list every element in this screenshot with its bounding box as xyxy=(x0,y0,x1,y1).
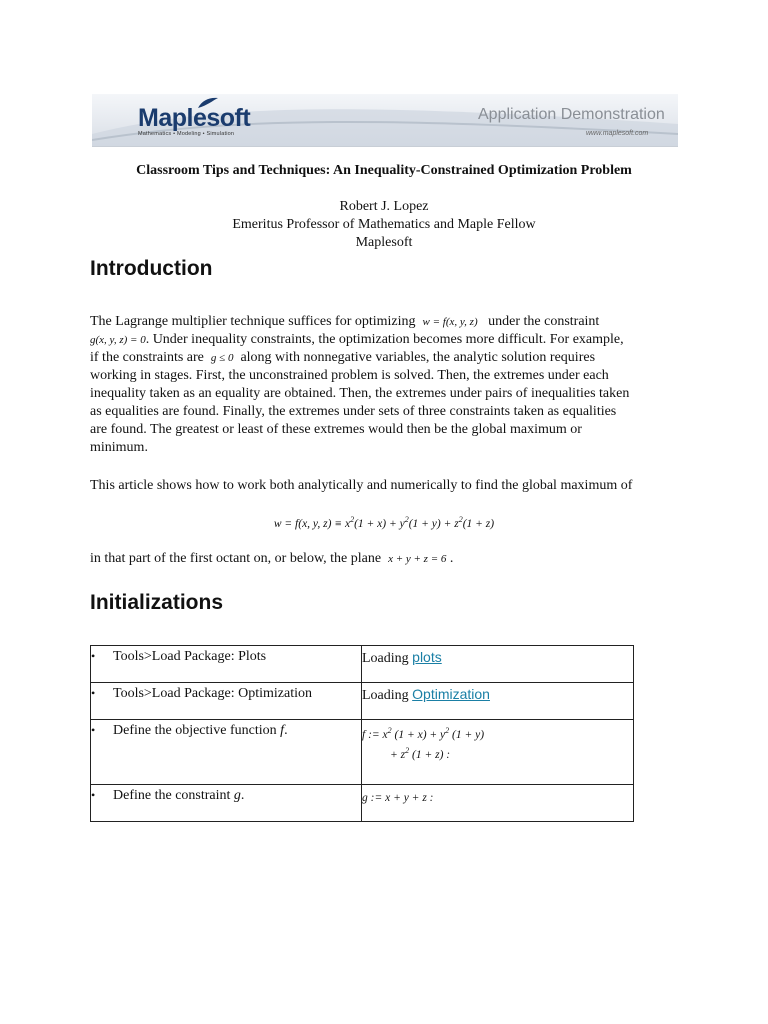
intro-line: are found. The greatest or least of these extremes would then be the global maximum or xyxy=(90,422,582,437)
author-affiliation: Emeritus Professor of Mathematics and Maple Fellow xyxy=(232,217,536,232)
intro-line: working in stages. First, the unconstrained problem is solved. Then, the extremes under each xyxy=(90,368,609,383)
exponent: 2 xyxy=(350,515,355,524)
logo-tagline: Mathematics • Modeling • Simulation xyxy=(138,131,235,137)
text: in that part of the first octant on, or below, the plane xyxy=(90,551,382,566)
text: . Under inequality constraints, the optimization becomes more difficult. For example, xyxy=(145,332,624,347)
initializations-heading: Initializations xyxy=(90,591,224,614)
application-demonstration-label: Application Demonstration xyxy=(478,106,665,123)
author-name: Robert J. Lopez xyxy=(339,199,429,214)
table-cell xyxy=(91,683,362,720)
math-inline: x + y + z = 6 xyxy=(388,553,447,565)
intro-line: minimum. xyxy=(90,440,148,455)
exponent: 2 xyxy=(405,745,410,755)
table-cell xyxy=(362,720,634,785)
code: (1 + x) + y xyxy=(391,728,446,741)
cell-text: Define the constraint xyxy=(113,788,231,803)
code: (1 + y) xyxy=(449,728,485,741)
maple-code-line xyxy=(362,723,633,743)
table-cell xyxy=(362,683,634,720)
math-term: w = f(x, y, z) ≡ x xyxy=(273,517,351,530)
math-term: (1 + x) + y xyxy=(354,517,405,530)
intro-line xyxy=(90,331,680,349)
table-cell xyxy=(91,785,362,822)
cell-text: Loading xyxy=(362,688,413,703)
table-row xyxy=(91,646,634,683)
cell-var: f xyxy=(280,723,285,738)
objective-function-display xyxy=(0,515,768,530)
cell-var: g xyxy=(233,788,241,803)
cell-text: Tools>Load Package: Optimization xyxy=(113,686,312,701)
exponent: 2 xyxy=(404,515,409,524)
table-row xyxy=(91,720,634,785)
text: under the constraint xyxy=(488,314,600,329)
intro-paragraph-2: This article shows how to work both analytically and numerically to find the global maximum of xyxy=(90,478,633,493)
table-cell xyxy=(91,720,362,785)
code: f := x xyxy=(362,728,388,741)
bullet-icon: • xyxy=(91,649,96,663)
cell-text: Define the objective function xyxy=(113,723,277,738)
maplesoft-logo: Maplesoft xyxy=(138,104,251,132)
bullet-icon: • xyxy=(91,686,96,700)
intro-paragraph-3 xyxy=(90,550,680,568)
bullet-icon: • xyxy=(91,788,96,802)
table-row xyxy=(91,683,634,720)
introduction-heading: Introduction xyxy=(90,257,213,280)
exponent: 2 xyxy=(458,515,463,524)
code: (1 + z) : xyxy=(409,748,451,761)
text: along with nonnegative variables, the analytic solution requires xyxy=(240,350,596,365)
math-inline: g ≤ 0 xyxy=(210,352,234,364)
optimization-link[interactable]: Optimization xyxy=(412,686,490,702)
cell-text: Tools>Load Package: Plots xyxy=(113,649,267,664)
site-url: www.maplesoft.com xyxy=(586,130,649,137)
maple-code-line xyxy=(362,743,633,763)
math-term: (1 + z) xyxy=(462,517,495,530)
intro-paragraph-1 xyxy=(90,313,680,457)
math-term: (1 + y) + z xyxy=(408,517,459,530)
code: + z xyxy=(390,748,406,761)
text: . xyxy=(449,551,454,566)
intro-line: as equalities are found. Finally, the extremes under sets of three constraints taken as equalities xyxy=(90,404,617,419)
header-banner xyxy=(92,94,678,147)
cell-text: . xyxy=(240,788,245,803)
plots-link[interactable]: plots xyxy=(412,649,442,665)
text: The Lagrange multiplier technique suffices for optimizing xyxy=(90,314,416,329)
author-organization: Maplesoft xyxy=(355,235,413,250)
exponent: 2 xyxy=(445,726,450,735)
intro-line: inequality taken as an equality are obtained. Then, the extremes under pairs of inequalities taken xyxy=(90,386,630,401)
cell-text: Loading xyxy=(362,651,413,666)
exponent: 2 xyxy=(387,726,392,735)
table-cell xyxy=(362,646,634,683)
table-row xyxy=(91,785,634,822)
table-cell xyxy=(362,785,634,822)
text: if the constraints are xyxy=(90,350,204,365)
cell-text: . xyxy=(284,723,288,738)
math-inline: g(x, y, z) = 0 xyxy=(90,334,146,346)
document-title: Classroom Tips and Techniques: An Inequality-Constrained Optimization Problem xyxy=(136,163,632,178)
maple-code-line: g := x + y + z : xyxy=(362,792,434,804)
initializations-table xyxy=(90,645,634,822)
math-inline: w = f(x, y, z) xyxy=(422,316,478,328)
intro-line xyxy=(90,313,680,331)
table-cell xyxy=(91,646,362,683)
bullet-icon: • xyxy=(91,723,96,737)
intro-line xyxy=(90,349,680,367)
